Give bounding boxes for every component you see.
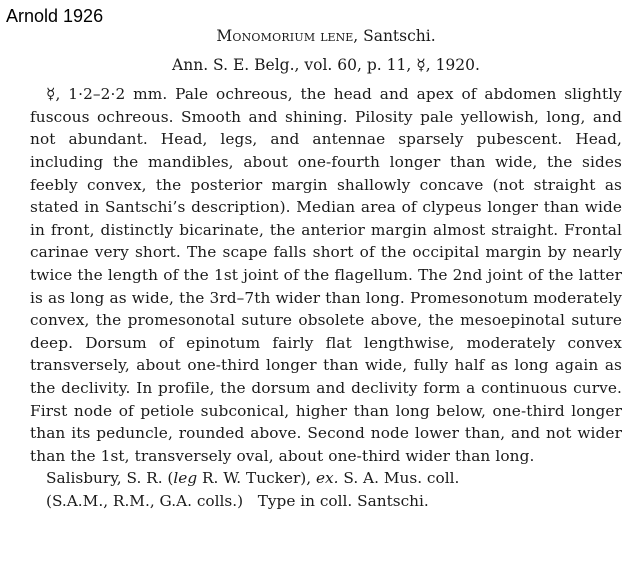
document-page xyxy=(30,20,622,512)
literature-reference: Ann. S. E. Belg., vol. 60, p. 11, ☿, 1920. xyxy=(172,55,480,74)
species-author: , Santschi. xyxy=(353,27,436,45)
locality-place: Salisbury, S. R. ( xyxy=(46,469,174,488)
collector-name: R. W. Tucker), xyxy=(197,469,316,488)
locality-line xyxy=(46,467,622,490)
leg-abbrev: leg xyxy=(173,469,198,488)
ex-abbrev: ex. xyxy=(315,469,339,488)
species-title xyxy=(30,25,622,48)
genus-name: Monomorium xyxy=(216,27,316,45)
source-tag: Arnold 1926 xyxy=(6,6,104,26)
collections-line: (S.A.M., R.M., G.A. colls.) Type in coll. Santschi. xyxy=(46,491,429,510)
species-description: ☿, 1·2–2·2 mm. Pale ochreous, the head and apex of abdomen slightly fuscous ochreous. Smooth and shining. Pilosity pale yellowish, long, and not abundant. Head, legs, and antennae sparsely pubescent. Head, including the mandibles, about one-fourth longer than wide, the sides feebly convex, the posterior margin shallowly concave (not straight as stated in Santschi’s description). Median area of clypeus longer than wide in front, distinctly bicarinate, the anterior margin almost straight. Frontal carinae very short. The scape falls short of the occipital margin by nearly twice the length of the 1st joint of the flagellum. The 2nd joint of the latter is as long as wide, the 3rd–7th wider than long. Promesonotum moderately convex, the promesonotal suture obsolete above, the mesoepinotal suture deep. Dorsum of epinotum fairly flat lengthwise, moderately convex transversely, about one-third longer than wide, fully half as long again as the declivity. In profile, the dorsum and declivity form a continuous curve. First node of petiole subconical, higher than long below, one-third longer than its peduncle, rounded above. Second node lower than, and not wider than the 1st, transversely oval, about one-third wider than long. xyxy=(30,85,622,465)
species-epithet: lene xyxy=(320,27,354,45)
museum-collection: S. A. Mus. coll. xyxy=(338,469,460,488)
